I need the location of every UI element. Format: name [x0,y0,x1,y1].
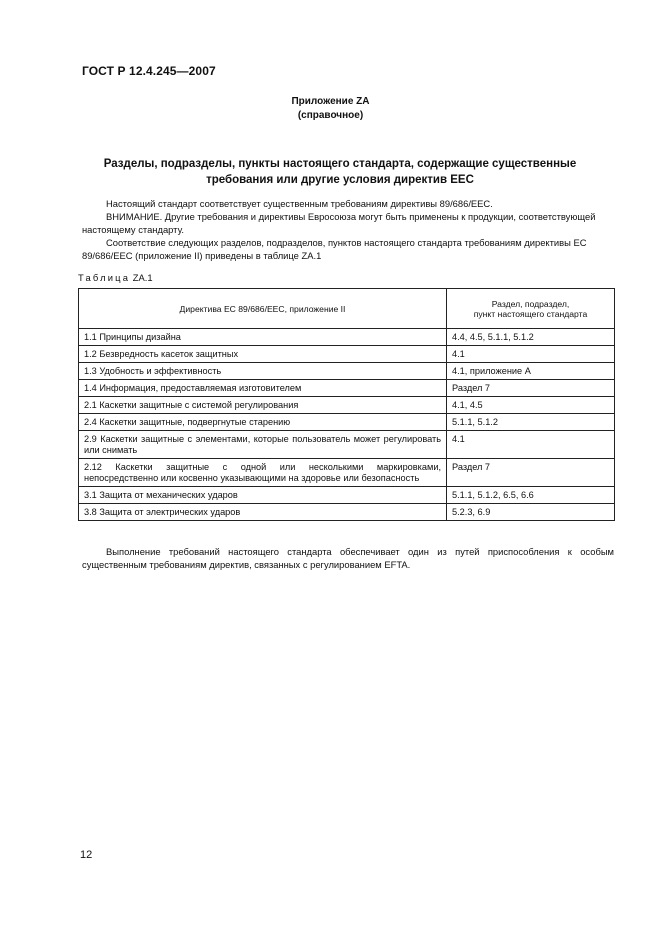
cell-directive: 3.8 Защита от электрических ударов [79,504,447,521]
table-row [79,346,615,363]
correspondence-table [78,288,615,521]
cell-directive: 2.9 Каскетки защитные с элементами, которые пользователь может регулировать или снимать [79,431,447,459]
cell-section: 4.1 [447,431,615,459]
cell-section: 4.1, 4.5 [447,397,615,414]
cell-section: 5.1.1, 5.1.2, 6.5, 6.6 [447,487,615,504]
cell-directive: 1.2 Безвредность касеток защитных [79,346,447,363]
cell-directive: 2.1 Каскетки защитные с системой регулирования [79,397,447,414]
cell-directive: 1.1 Принципы дизайна [79,329,447,346]
header-section-line2: пункт настоящего стандарта [473,308,588,319]
table-caption-word: Таблица [78,272,131,283]
cell-directive: 3.1 Защита от механических ударов [79,487,447,504]
paragraph-correspondence: Соответствие следующих разделов, подразделов, пунктов настоящего стандарта требованиям директивы ЕС 89/686/ЕЕС (приложение II) приведены в таблице ZA.1 [82,237,587,261]
table-row [79,363,615,380]
table-row [79,504,615,521]
cell-directive: 1.3 Удобность и эффективность [79,363,447,380]
closing-paragraph: Выполнение требований настоящего стандарта обеспечивает один из путей приспособления к особым существенным требованиям директив, связанных с регулированием EFTA. [82,546,614,570]
cell-section: 5.1.1, 5.1.2 [447,414,615,431]
page-number: 12 [80,849,93,861]
table-header-row [79,289,615,329]
cell-section: 4.1 [447,346,615,363]
cell-section: 5.2.3, 6.9 [447,504,615,521]
section-title: Разделы, подразделы, пункты настоящего стандарта, содержащие существенные требования или другие условия директив ЕЕС [103,158,577,186]
table-row [79,487,615,504]
header-section-line1: Раздел, подраздел, [491,298,570,309]
cell-directive: 2.4 Каскетки защитные, подвергнутые старению [79,414,447,431]
appendix-subtitle: (справочное) [297,110,364,121]
appendix-title: Приложение ZA [291,96,370,107]
paragraph-compliance: Настоящий стандарт соответствует существенным требованиям директивы 89/686/ЕЕС. [106,198,493,209]
table-row [79,380,615,397]
table-row [79,397,615,414]
document-code: ГОСТ Р 12.4.245—2007 [82,64,216,78]
paragraph-attention: ВНИМАНИЕ. Другие требования и директивы Евросоюза могут быть применены к продукции, соответствующей настоящему стандарту. [82,211,596,235]
table-row [79,459,615,487]
cell-directive: 1.4 Информация, предоставляемая изготовителем [79,380,447,397]
header-directive: Директива ЕС 89/686/ЕЕС, приложение II [79,289,447,329]
table-caption-number: ZA.1 [132,272,153,283]
table-row [79,431,615,459]
cell-section: Раздел 7 [447,380,615,397]
table-row [79,329,615,346]
cell-directive: 2.12 Каскетки защитные с одной или несколькими маркировками, непосредственно или косвенно указывающими на здоровье или безопасность [79,459,447,487]
cell-section: 4.4, 4.5, 5.1.1, 5.1.2 [447,329,615,346]
table-row [79,414,615,431]
cell-section: 4.1, приложение А [447,363,615,380]
table-caption [78,272,153,283]
cell-section: Раздел 7 [447,459,615,487]
header-section [447,289,615,329]
